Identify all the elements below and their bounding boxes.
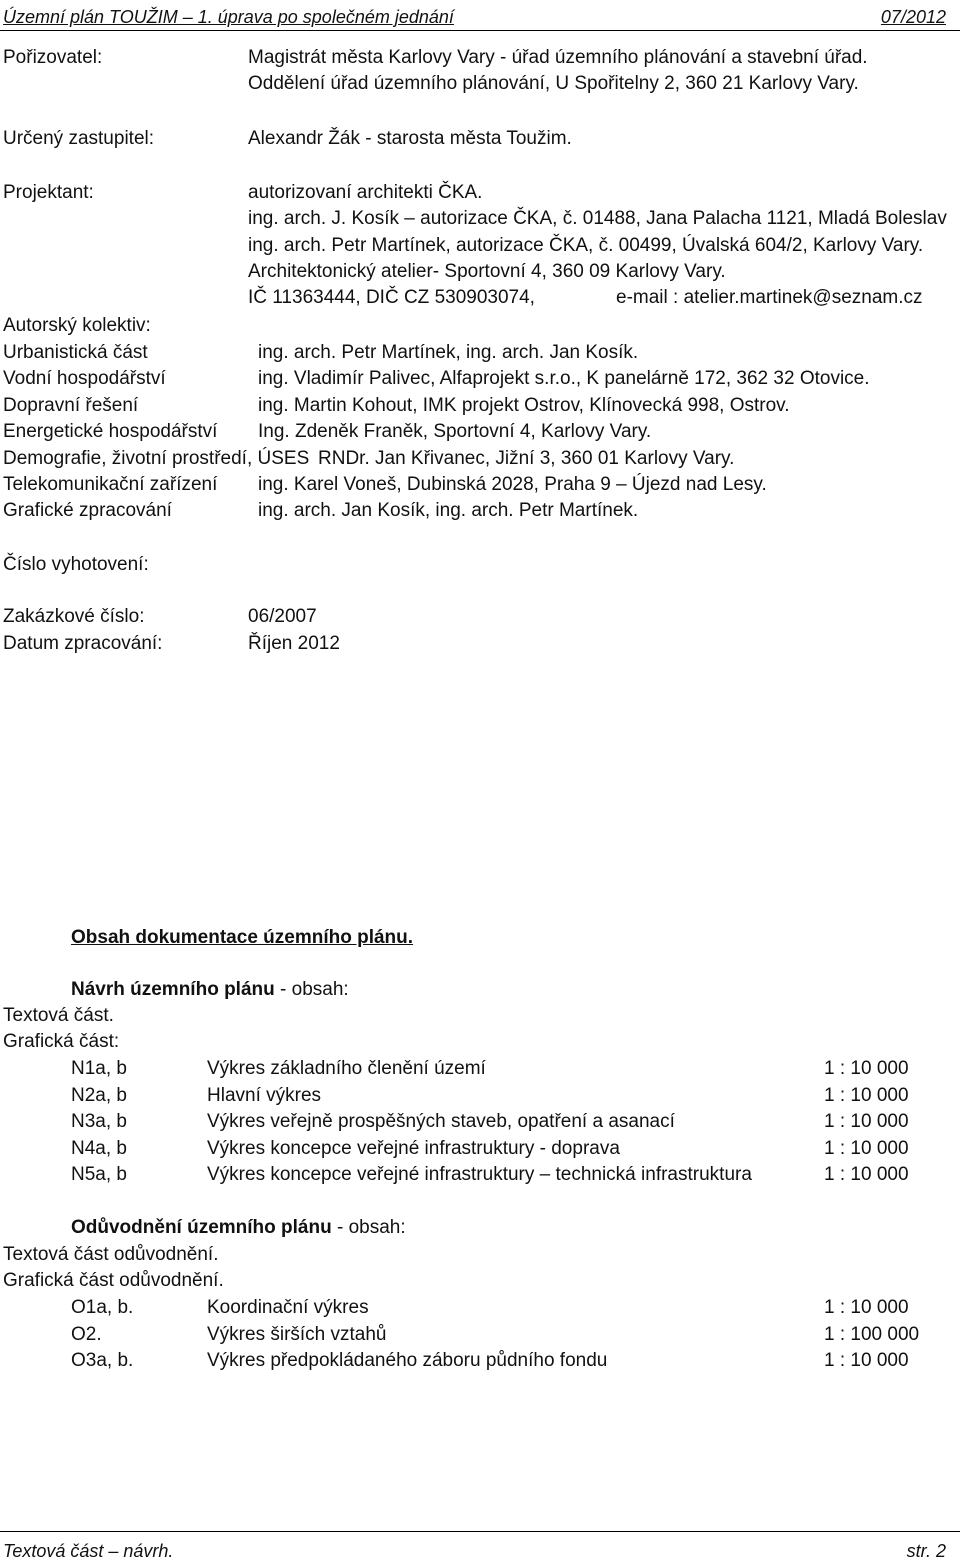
email: e-mail : atelier.martinek@seznam.cz — [616, 287, 923, 308]
oduvodneni-item-code: O2. — [71, 1324, 102, 1345]
navrh-item-scale: 1 : 10 000 — [824, 1058, 909, 1079]
cislo-vyhotoveni-label: Číslo vyhotovení: — [3, 554, 149, 575]
navrh-item-code: N3a, b — [71, 1111, 127, 1132]
projektant-label: Projektant: — [3, 182, 94, 203]
navrh-item-name: Hlavní výkres — [207, 1085, 322, 1106]
projektant-line-3: ing. arch. Petr Martínek, autorizace ČKA, č. 00499, Úvalská 604/2, Karlovy Vary. — [248, 235, 924, 256]
oduvodneni-item-scale: 1 : 10 000 — [824, 1297, 909, 1318]
navrh-item-code: N2a, b — [71, 1085, 127, 1106]
header-date: 07/2012 — [880, 7, 946, 27]
navrh-item-name: Výkres základního členění území — [207, 1058, 486, 1079]
projektant-line-2: ing. arch. J. Kosík – autorizace ČKA, č. 01488, Jana Palacha 1121, Mladá Boleslav — [248, 208, 947, 229]
kolektiv-label: Autorský kolektiv: — [3, 315, 151, 336]
oduvodneni-item-name: Výkres širších vztahů — [207, 1324, 387, 1345]
oduvodneni-heading — [71, 1215, 406, 1241]
navrh-item-scale: 1 : 10 000 — [824, 1164, 909, 1185]
navrh-item-name: Výkres koncepce veřejné infrastruktury - doprava — [207, 1138, 620, 1159]
oduvodneni-heading-bold: Odůvodnění územního plánu — [71, 1217, 332, 1238]
kolektiv-row-value: Ing. Zdeněk Franěk, Sportovní 4, Karlovy Vary. — [258, 421, 652, 442]
zakazka-label: Zakázkové číslo: — [3, 606, 145, 627]
kolektiv-row-value: ing. Karel Voneš, Dubinská 2028, Praha 9 – Újezd nad Lesy. — [258, 474, 767, 495]
kolektiv-row-label: Vodní hospodářství — [3, 368, 166, 389]
kolektiv-row-value: ing. arch. Jan Kosík, ing. arch. Petr Martínek. — [258, 500, 639, 521]
kolektiv-row-label: Urbanistická část — [3, 342, 148, 363]
zastupitel-value: Alexandr Žák - starosta města Toužim. — [248, 128, 572, 149]
datum-label: Datum zpracování: — [3, 633, 163, 654]
navrh-item-code: N4a, b — [71, 1138, 127, 1159]
navrh-item-scale: 1 : 10 000 — [824, 1138, 909, 1159]
navrh-heading-bold: Návrh územního plánu — [71, 979, 275, 1000]
oduvodneni-item-code: O1a, b. — [71, 1297, 134, 1318]
kolektiv-row-label: Energetické hospodářství — [3, 421, 218, 442]
oduvodneni-item-name: Koordinační výkres — [207, 1297, 369, 1318]
kolektiv-row-label: Dopravní řešení — [3, 395, 139, 416]
projektant-line-1: autorizovaní architekti ČKA. — [248, 182, 483, 203]
zastupitel-label: Určený zastupitel: — [3, 128, 155, 149]
oduvodneni-item-name: Výkres předpokládaného záboru půdního fondu — [207, 1350, 608, 1371]
header-title: Územní plán TOUŽIM – 1. úprava po společném jednání — [3, 7, 454, 27]
footer-page-number: str. 2 — [906, 1541, 946, 1561]
datum-value: Říjen 2012 — [248, 633, 340, 654]
kolektiv-row-value: ing. Vladimír Palivec, Alfaprojekt s.r.o., K panelárně 172, 362 32 Otovice. — [258, 368, 870, 389]
ic-dic: IČ 11363444, DIČ CZ 530903074, — [248, 287, 535, 308]
zakazka-value: 06/2007 — [248, 606, 317, 627]
kolektiv-row-label: Telekomunikační zařízení — [3, 474, 218, 495]
kolektiv-row-value: RNDr. Jan Křivanec, Jižní 3, 360 01 Karlovy Vary. — [318, 448, 735, 469]
oduvodneni-graficka: Grafická část odůvodnění. — [3, 1270, 224, 1291]
projektant-line-4: Architektonický atelier- Sportovní 4, 360 09 Karlovy Vary. — [248, 261, 726, 282]
kolektiv-row-label: Demografie, životní prostředí, ÚSES — [3, 448, 310, 469]
footer-left: Textová část – návrh. — [3, 1541, 174, 1561]
oduvodneni-heading-rest: - obsah: — [331, 1217, 406, 1238]
header-rule — [0, 30, 960, 31]
navrh-heading — [71, 977, 349, 1003]
navrh-textova: Textová část. — [3, 1005, 114, 1026]
navrh-item-scale: 1 : 10 000 — [824, 1111, 909, 1132]
kolektiv-row-label: Grafické zpracování — [3, 500, 172, 521]
oduvodneni-textova: Textová část odůvodnění. — [3, 1244, 219, 1265]
navrh-item-code: N5a, b — [71, 1164, 127, 1185]
navrh-item-scale: 1 : 10 000 — [824, 1085, 909, 1106]
porizovatel-line-1: Magistrát města Karlovy Vary - úřad územního plánování a stavební úřad. — [248, 47, 868, 68]
porizovatel-line-2: Oddělení úřad územního plánování, U Spořitelny 2, 360 21 Karlovy Vary. — [248, 73, 859, 94]
navrh-graficka: Grafická část: — [3, 1031, 120, 1052]
oduvodneni-item-code: O3a, b. — [71, 1350, 134, 1371]
oduvodneni-item-scale: 1 : 100 000 — [824, 1324, 920, 1345]
oduvodneni-item-scale: 1 : 10 000 — [824, 1350, 909, 1371]
footer-rule — [0, 1531, 960, 1532]
navrh-item-name: Výkres veřejně prospěšných staveb, opatření a asanací — [207, 1111, 675, 1132]
kolektiv-row-value: ing. arch. Petr Martínek, ing. arch. Jan Kosík. — [258, 342, 639, 363]
navrh-heading-rest: - obsah: — [274, 979, 349, 1000]
navrh-item-name: Výkres koncepce veřejné infrastruktury – technická infrastruktura — [207, 1164, 752, 1185]
navrh-item-code: N1a, b — [71, 1058, 127, 1079]
porizovatel-label: Pořizovatel: — [3, 47, 103, 68]
obsah-title: Obsah dokumentace územního plánu. — [71, 927, 414, 948]
kolektiv-row-value: ing. Martin Kohout, IMK projekt Ostrov, Klínovecká 998, Ostrov. — [258, 395, 790, 416]
